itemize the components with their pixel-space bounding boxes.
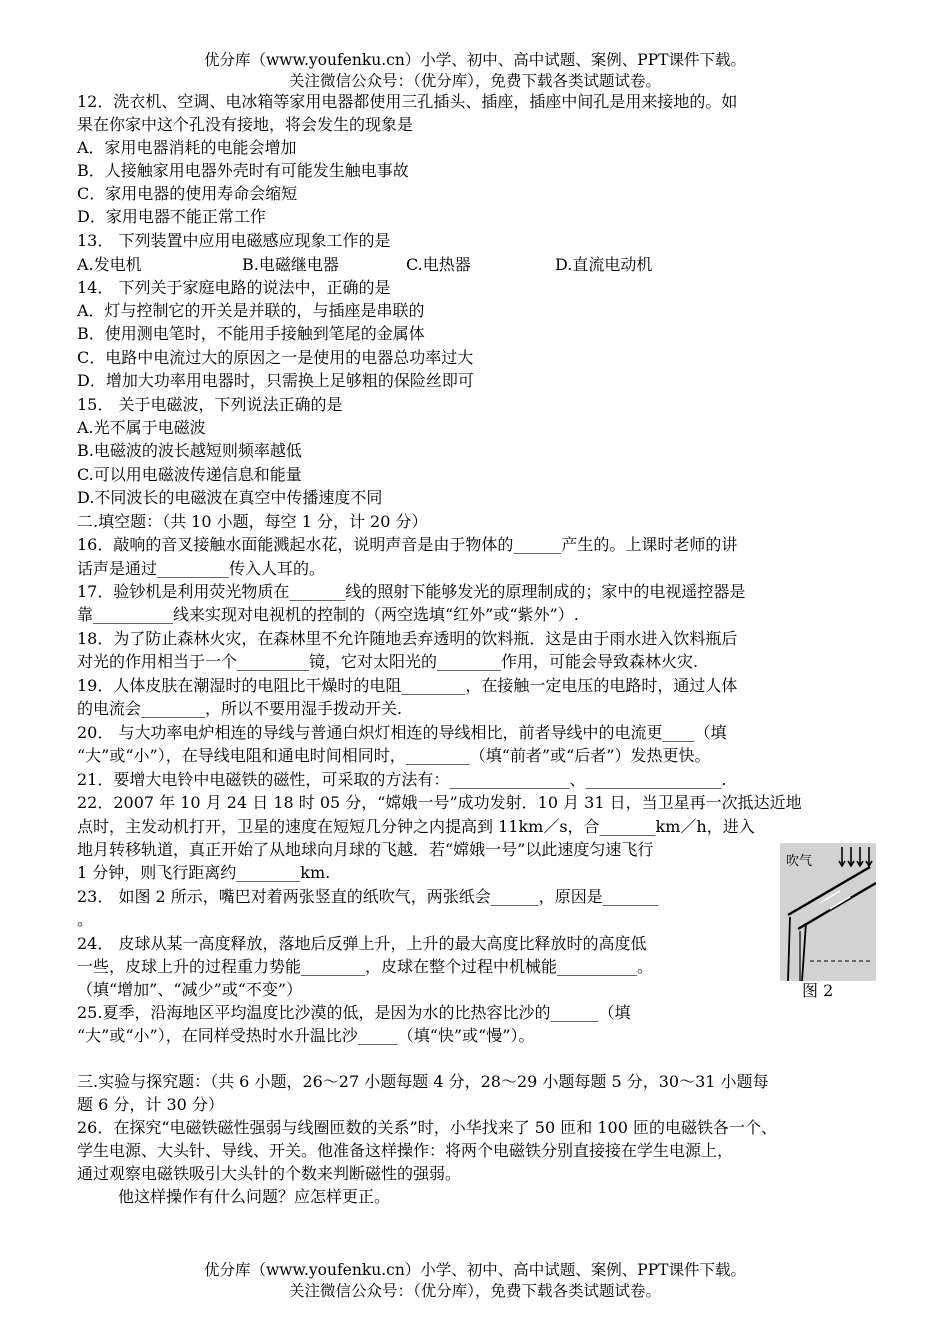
q26-line-2: 学生电源、大头针、导线、开关。他准备这样操作：将两个电磁铁分别直接接在学生电源上，	[77, 1141, 734, 1160]
figure-2-caption: 图 2	[802, 981, 834, 1000]
q13-option-b: B.电磁继电器	[242, 255, 339, 274]
page-footer-line-2: 关注微信公众号：（优分库），免费下载各类试题试卷。	[288, 1282, 661, 1300]
q23-line-2: 。	[77, 910, 94, 929]
page-footer-line-1: 优分库（www.youfenku.cn）小学、初中、高中试题、案例、PPT课件下载。	[203, 1261, 747, 1279]
figure-2-blowing-paper-diagram	[780, 843, 876, 981]
q22-line-1: 22．2007 年 10 月 24 日 18 时 05 分，“嫦娥一号”成功发射．10 月 31 日，当卫星再一次抵达近地	[77, 793, 802, 812]
q15-option-c: C.可以用电磁波传递信息和能量	[77, 465, 302, 484]
q14-option-d: D．增加大功率用电器时，只需换上足够粗的保险丝即可	[77, 371, 474, 390]
q26-line-3: 通过观察电磁铁吸引大头针的个数来判断磁性的强弱。	[77, 1164, 462, 1183]
q24-line-1: 24． 皮球从某一高度释放，落地后反弹上升，上升的最大高度比释放时的高度低	[77, 934, 647, 953]
q15-stem: 15． 关于电磁波，下列说法正确的是	[77, 395, 343, 414]
q12-option-b: B．人接触家用电器外壳时有可能发生触电事故	[77, 161, 409, 180]
q18-line-1: 18．为了防止森林火灾，在森林里不允许随地丢弃透明的饮料瓶．这是由于雨水进入饮料瓶后	[77, 629, 738, 648]
q12-option-a: A．家用电器消耗的电能会增加	[77, 138, 297, 157]
q16-line-2: 话声是通过_________传入人耳的。	[77, 559, 326, 578]
q22-line-4: 1 分钟，则飞行距离约________km.	[77, 863, 331, 882]
q12-option-d: D．家用电器不能正常工作	[77, 207, 266, 226]
q20-line-1: 20． 与大功率电炉相连的导线与普通白炽灯相连的导线相比，前者导线中的电流更____（填	[77, 723, 727, 742]
q22-line-2: 点时，主发动机打开，卫星的速度在短短几分钟之内提高到 11km／s，合_______km／h，进入	[77, 817, 755, 836]
q26-line-4: 他这样操作有什么问题？应怎样更正。	[118, 1187, 391, 1206]
q13-stem: 13． 下列装置中应用电磁感应现象工作的是	[77, 231, 391, 250]
q12-stem-line-2: 果在你家中这个孔没有接地，将会发生的现象是	[77, 115, 414, 134]
q12-option-c: C．家用电器的使用寿命会缩短	[77, 184, 298, 203]
q25-line-2: “大”或“小”），在同样受热时水升温比沙_____（填“快”或“慢”）。	[77, 1026, 535, 1045]
q14-option-b: B．使用测电笔时，不能用手接触到笔尾的金属体	[77, 324, 425, 343]
q24-line-3: （填“增加”、“减少”或“不变”）	[77, 980, 303, 999]
q15-option-d: D.不同波长的电磁波在真空中传播速度不同	[77, 488, 383, 507]
q15-option-a: A.光不属于电磁波	[77, 418, 206, 437]
q22-line-3: 地月转移轨道，真正开始了从地球向月球的飞越．若“嫦娥一号”以此速度匀速飞行	[77, 840, 654, 859]
q15-option-b: B.电磁波的波长越短则频率越低	[77, 441, 302, 460]
q16-line-1: 16．敲响的音叉接触水面能溅起水花，说明声音是由于物体的______产生的。上课时老师的讲	[77, 535, 738, 554]
q20-line-2: “大”或“小”），在导线电阻和通电时间相同时，________（填“前者”或“后者”）发热更快。	[77, 746, 711, 765]
q12-stem-line-1: 12．洗衣机、空调、电冰箱等家用电器都使用三孔插头、插座，插座中间孔是用来接地的。如	[77, 92, 738, 111]
q19-line-2: 的电流会________，所以不要用湿手拨动开关.	[77, 699, 403, 718]
section-3-heading-line-1: 三.实验与探究题：（共 6 小题，26～27 小题每题 4 分，28～29 小题每题 5 分，30～31 小题每	[77, 1072, 769, 1091]
q19-line-1: 19．人体皮肤在潮湿时的电阻比干燥时的电阻________，在接触一定电压的电路时，通过人体	[77, 676, 738, 695]
q13-option-a: A.发电机	[77, 255, 142, 274]
page-header-line-1: 优分库（www.youfenku.cn）小学、初中、高中试题、案例、PPT课件下载。	[203, 51, 747, 69]
q17-line-2: 靠__________线来实现对电视机的控制的（两空选填“红外”或“紫外”）.	[77, 605, 579, 624]
q18-line-2: 对光的作用相当于一个_________镜，它对太阳光的________作用，可能会导致森林火灾.	[77, 652, 699, 671]
section-3-heading-line-2: 题 6 分，计 30 分）	[77, 1095, 224, 1114]
q24-line-2: 一些，皮球上升的过程重力势能________，皮球在整个过程中机械能__________。	[77, 957, 654, 976]
q21-line-1: 21．要增大电铃中电磁铁的磁性，可采取的方法有：_______________、_________________.	[77, 770, 727, 789]
q23-line-1: 23． 如图 2 所示，嘴巴对着两张竖直的纸吹气，两张纸会______，原因是_______	[77, 887, 659, 906]
q17-line-1: 17．验钞机是利用荧光物质在_______线的照射下能够发光的原理制成的；家中的电视遥控器是	[77, 582, 746, 601]
q14-option-c: C．电路中电流过大的原因之一是使用的电器总功率过大	[77, 348, 474, 367]
q14-option-a: A．灯与控制它的开关是并联的，与插座是串联的	[77, 301, 425, 320]
q25-line-1: 25.夏季，沿海地区平均温度比沙漠的低，是因为水的比热容比沙的______（填	[77, 1003, 631, 1022]
q14-stem: 14． 下列关于家庭电路的说法中，正确的是	[77, 278, 391, 297]
q13-option-d: D.直流电动机	[555, 255, 653, 274]
page-header-line-2: 关注微信公众号：（优分库），免费下载各类试题试卷。	[288, 72, 661, 90]
q13-option-c: C.电热器	[406, 255, 471, 274]
q26-line-1: 26．在探究“电磁铁磁性强弱与线圈匝数的关系”时，小华找来了 50 匝和 100 匝的电磁铁各一个、	[77, 1118, 777, 1137]
figure-label-blow: 吹气	[786, 854, 813, 869]
section-2-heading: 二.填空题：（共 10 小题，每空 1 分，计 20 分）	[77, 512, 428, 531]
